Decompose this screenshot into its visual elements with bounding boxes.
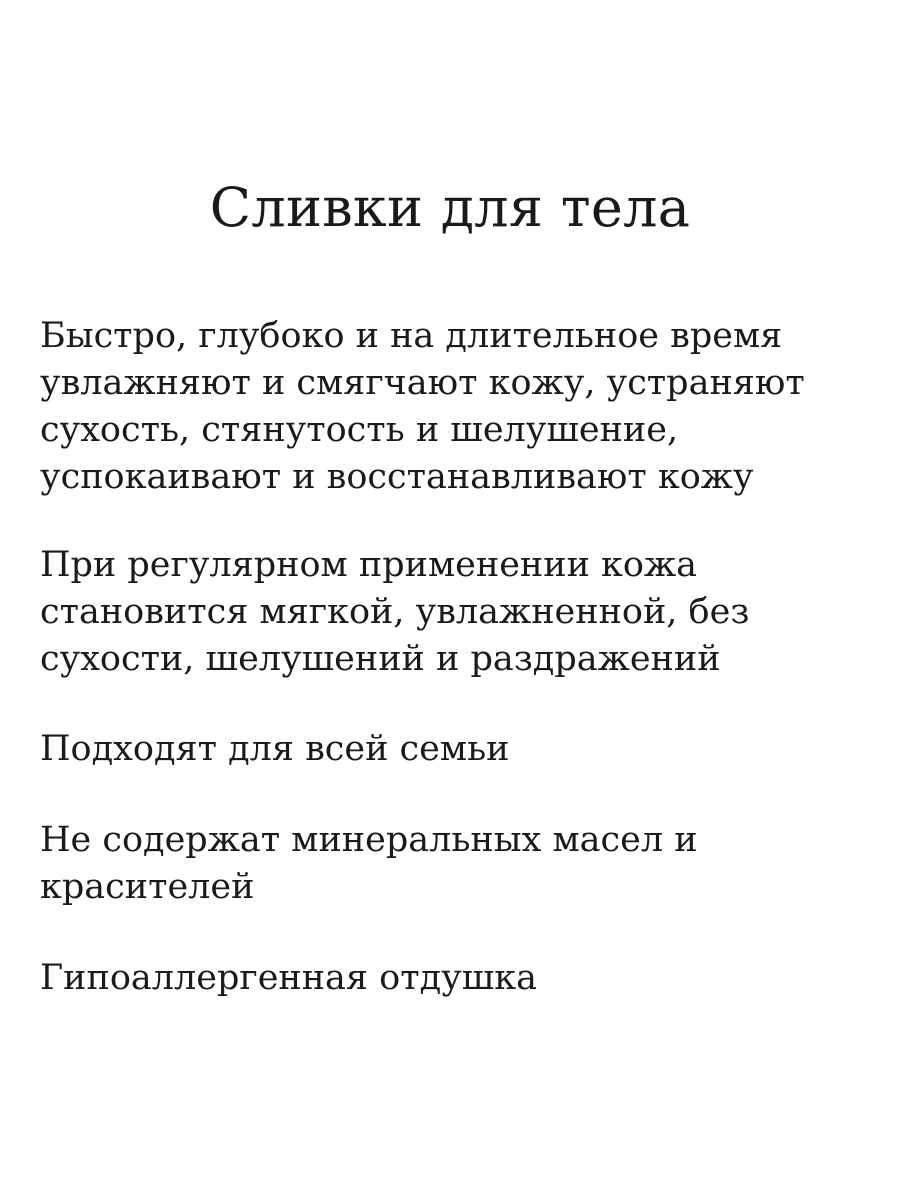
paragraph-line: успокаивают и восстанавливают кожу xyxy=(40,457,754,497)
paragraph-hypoallergenic xyxy=(40,955,860,1002)
page-title: Сливки для тела xyxy=(209,176,691,239)
paragraph-line: красителей xyxy=(40,867,255,907)
paragraph-line: увлажняют и смягчают кожу, устраняют xyxy=(40,363,805,403)
paragraph-line: При регулярном применении кожа xyxy=(40,545,698,585)
paragraph-family xyxy=(40,726,860,773)
paragraph-line: становится мягкой, увлажненной, без xyxy=(40,592,750,632)
paragraph-line: Быстро, глубоко и на длительное время xyxy=(40,316,783,356)
paragraph-moisturizing xyxy=(40,313,860,501)
paragraph-line: Гипоаллергенная отдушка xyxy=(40,958,537,998)
paragraph-line: Подходят для всей семьи xyxy=(40,729,510,769)
paragraph-no-mineral-oils xyxy=(40,817,860,911)
paragraph-line: сухость, стянутость и шелушение, xyxy=(40,410,679,450)
paragraph-line: сухости, шелушений и раздражений xyxy=(40,639,721,679)
paragraph-line: Не содержат минеральных масел и xyxy=(40,820,698,860)
paragraph-regular-use xyxy=(40,542,860,683)
